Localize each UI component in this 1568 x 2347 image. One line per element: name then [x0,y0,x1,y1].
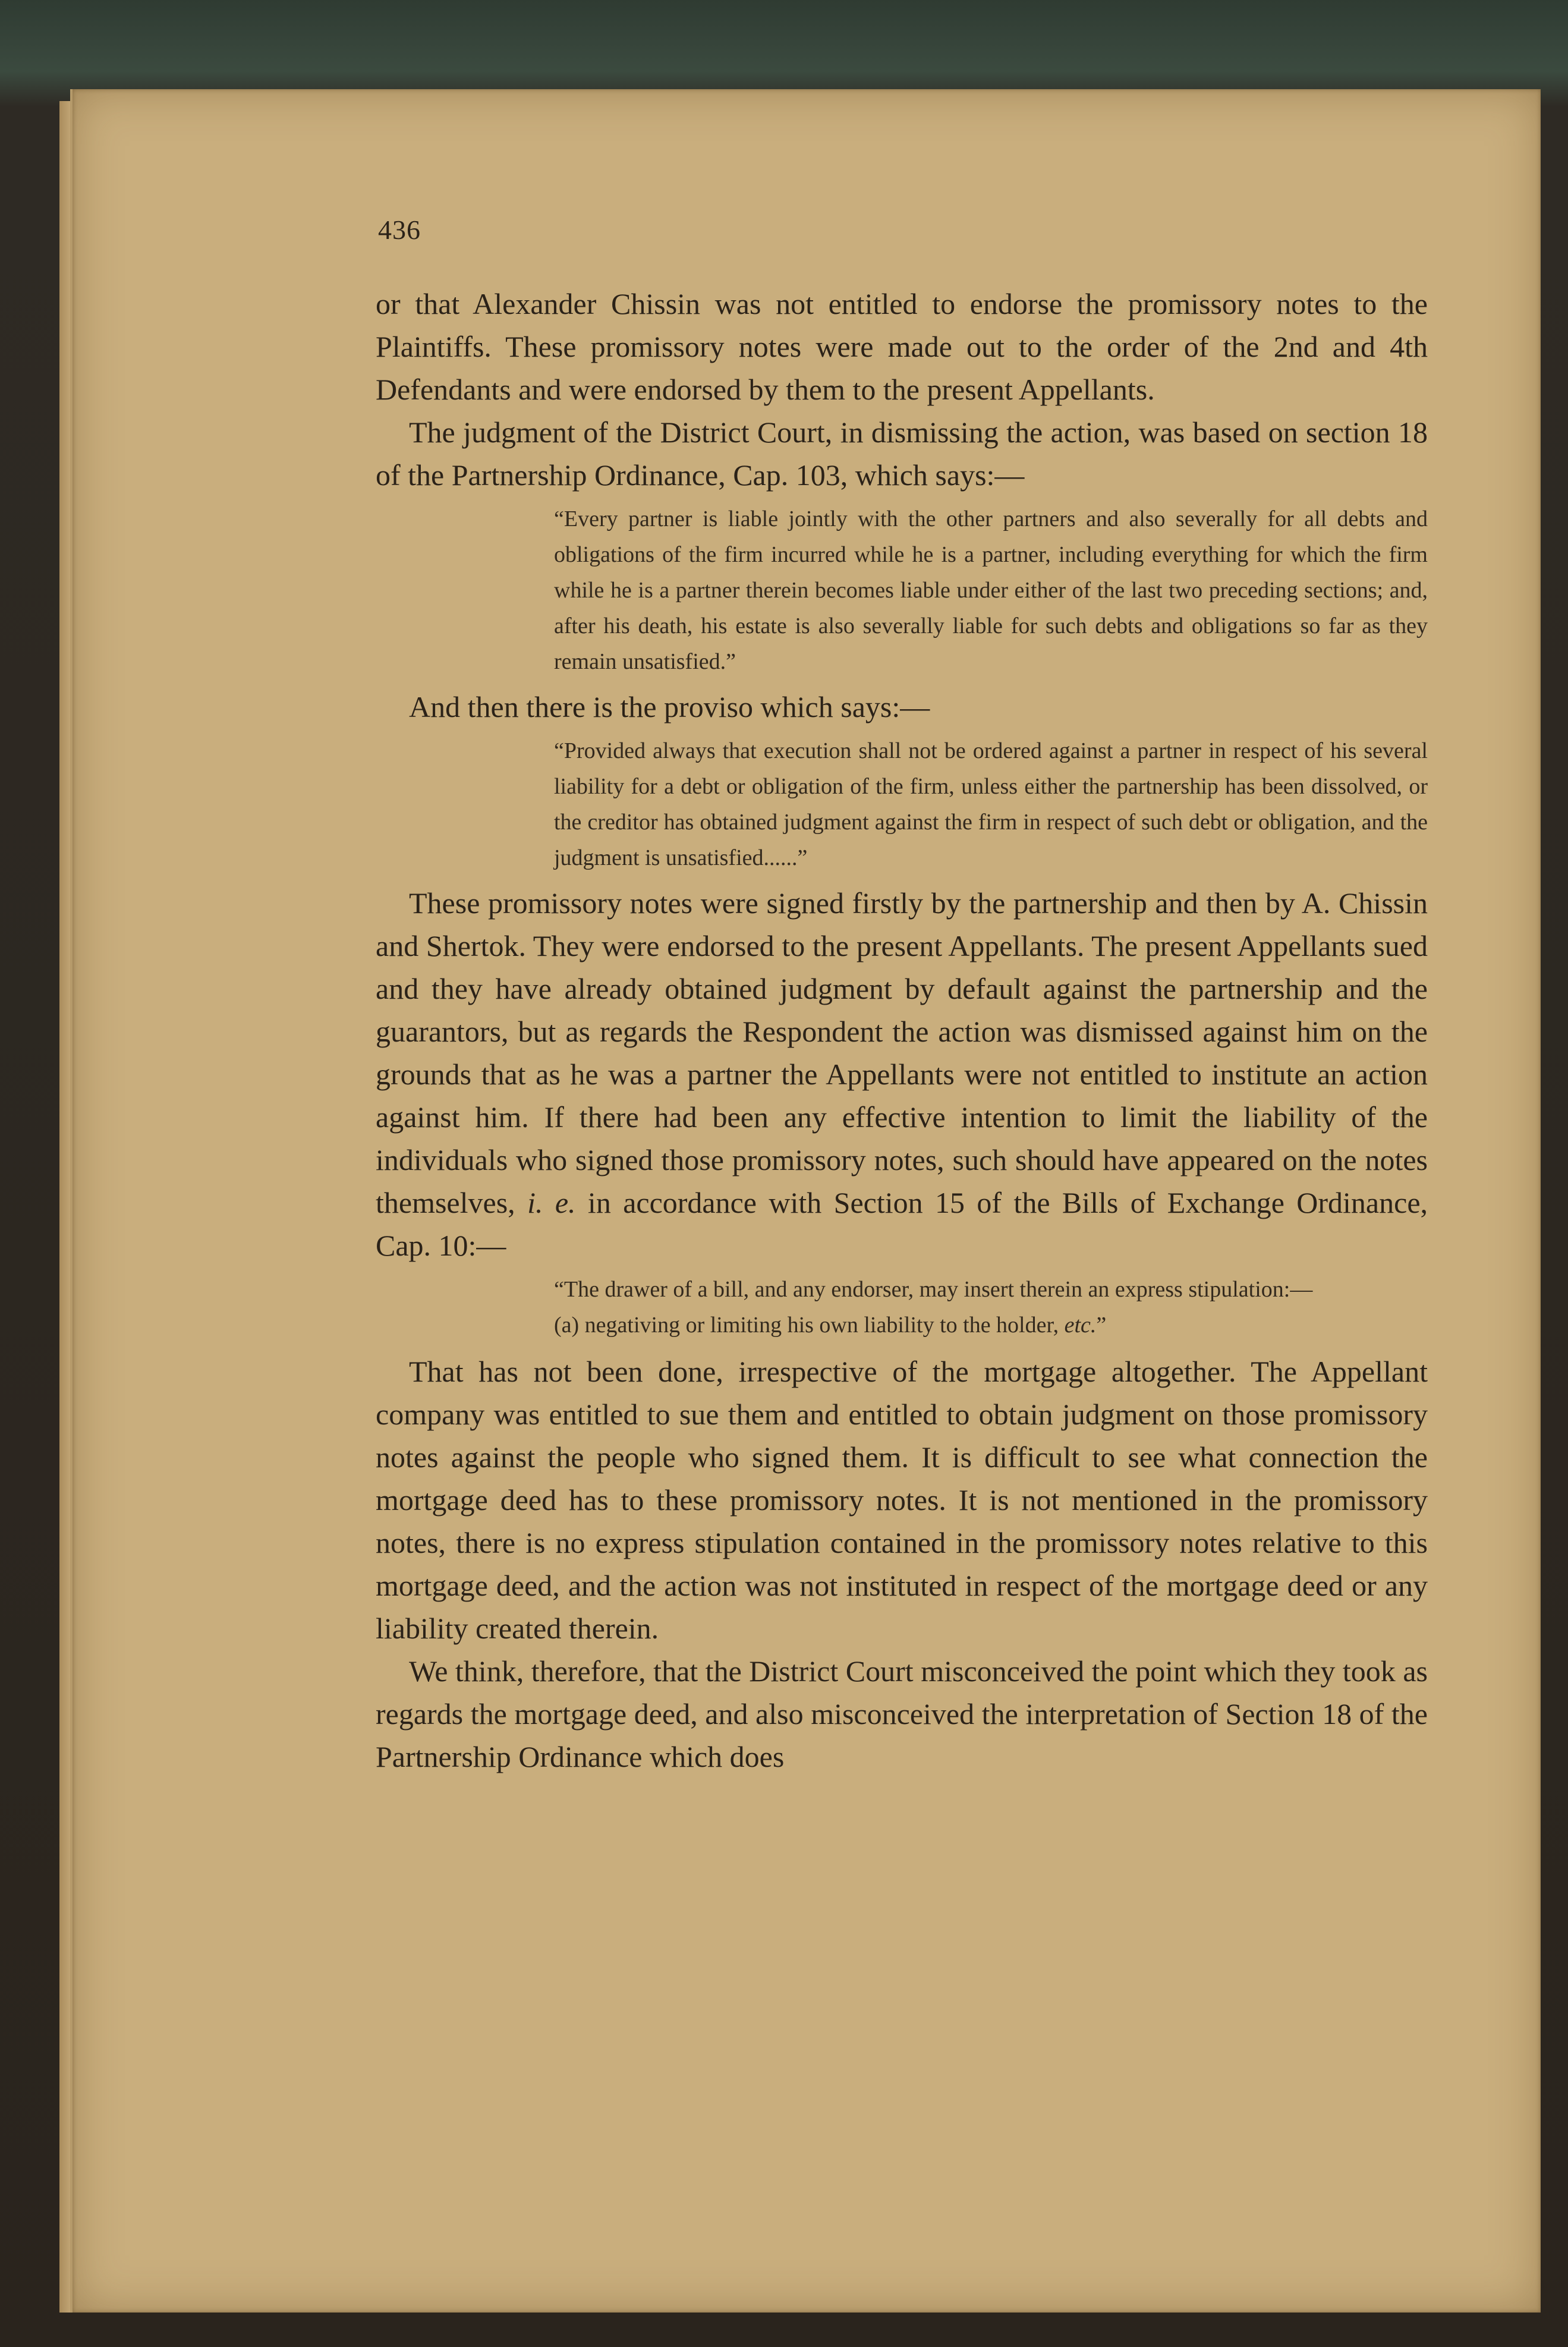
quote-bills-close: ” [1096,1313,1107,1338]
paragraph-2: The judgment of the District Court, in dismissing the action, was based on section 18 of the Partnership Ordinance, Cap. 103, which says:— [376,416,1428,492]
quote-section-18: “Every partner is liable jointly with the other partners and also severally for all debts and obligations of the firm incurred while he is a partner, including everything for which the firm while he is a partner therein becomes liable under either of the last two preceding sections; and, after his death, his estate is also severally liable for such debts and obligations so far as they remain unsatisfied.” [554,506,1428,674]
quote-bills-line-1: “The drawer of a bill, and any endorser, may insert therein an express stipulation:— [554,1277,1313,1302]
paragraph-4-part-a: These promissory notes were signed firstly by the partnership and then by A. Chissin and Shertok. They were endorsed to the present Appellants. The present Appellants sued and they have already obtained judgment by default against the partnership and the guarantors, but as regards the Respondent the action was dismissed against him on the grounds that as he was a partner the Appellants were not entitled to institute an action against him. If there had been any effective intention to limit the liability of the individuals who signed those promissory notes, such should have appeared on the notes themselves, [376,886,1428,1219]
quote-bills-line-2 [554,1307,1428,1343]
quote-bills-clause-a: (a) negativing or limiting his own liability to the holder, [554,1313,1059,1338]
quote-bills-etc: etc. [1064,1313,1097,1338]
paragraph-4-part-b: in accordance with Section 15 of the Bills of Exchange Ordinance, Cap. 10:— [376,1186,1428,1262]
quote-proviso: “Provided always that execution shall not be ordered against a partner in respect of his several liability for a debt or obligation of the firm, unless either the partnership has been dissolved, or the creditor has obtained judgment against the firm in respect of such debt or obligation, and the judgment is unsatisfied......” [554,738,1428,870]
page-content [376,214,1428,1778]
paragraph-4-ie: i. e. [527,1186,576,1219]
paragraph-1: or that Alexander Chissin was not entitled to endorse the promissory notes to the Plaintiffs. These promissory notes were made out to the order of the 2nd and 4th Defendants and were endorsed by them to the present Appellants. [376,287,1428,406]
paragraph-5: That has not been done, irrespective of the mortgage altogether. The Appellant company was entitled to sue them and entitled to obtain judgment on those promissory notes against the people who signed them. It is difficult to see what connection the mortgage deed has to these promissory notes. It is not mentioned in the promissory notes, there is no express stipulation contained in the promissory notes relative to this mortgage deed, and the action was not instituted in respect of the mortgage deed or any liability created therein. [376,1355,1428,1645]
paragraph-3: And then there is the proviso which says:— [409,690,930,723]
paragraph-4 [376,882,1428,1267]
paragraph-6: We think, therefore, that the District Court misconceived the point which they took as regards the mortgage deed, and also misconceived the interpretation of Section 18 of the Partnership Ordinance which does [376,1654,1428,1773]
quote-bills-of-exchange [554,1272,1428,1343]
page-number: 436 [378,215,421,245]
page-edge [59,101,71,2313]
